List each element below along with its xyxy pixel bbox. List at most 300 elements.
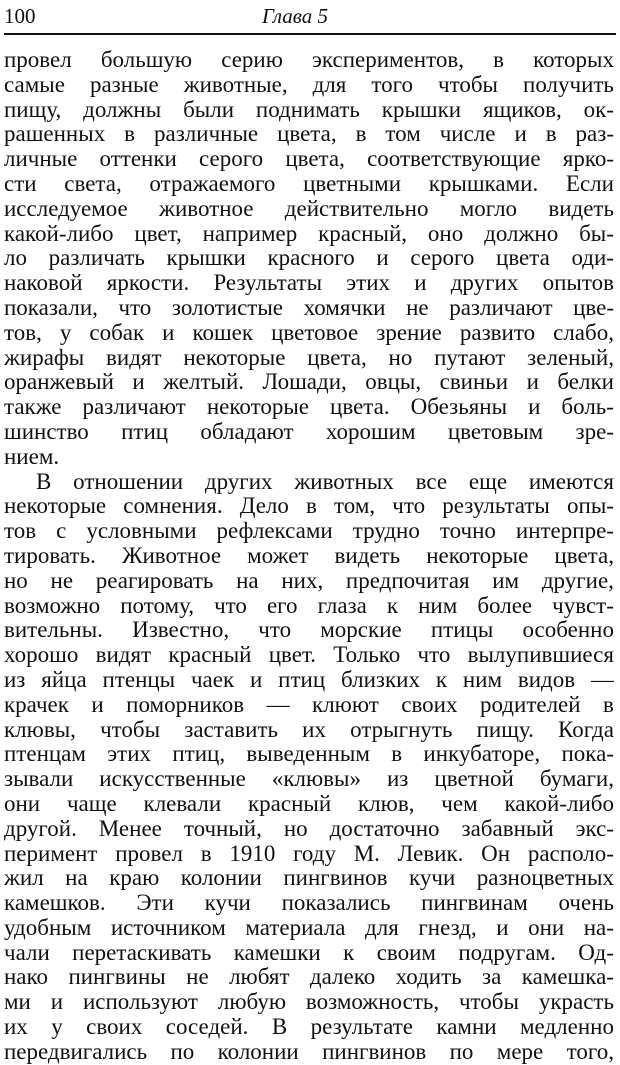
- text-line: [4, 122, 614, 147]
- word: видеть: [548, 196, 614, 221]
- word: бумаги,: [539, 767, 614, 792]
- word: птиц: [278, 667, 326, 692]
- word: птенцы: [102, 667, 176, 692]
- word: удобным: [4, 915, 92, 940]
- word: пищу,: [4, 97, 62, 122]
- text-line: [4, 246, 614, 271]
- word: что: [258, 618, 292, 643]
- word: и: [514, 122, 527, 147]
- word: колонии: [217, 1039, 299, 1064]
- text-line: [4, 941, 614, 966]
- word: подругам.: [458, 940, 556, 965]
- word: хомячки: [303, 295, 386, 320]
- word: крышками.: [428, 171, 539, 196]
- word: пингвинам: [421, 891, 528, 916]
- word: крачек: [4, 692, 69, 717]
- word: в: [603, 692, 614, 717]
- word: чали: [4, 940, 50, 965]
- word: краю: [109, 866, 160, 891]
- word: Дело: [239, 494, 289, 519]
- word: родителей: [479, 692, 581, 717]
- word: в: [200, 841, 212, 866]
- word: ок-: [583, 97, 614, 122]
- word: должно: [484, 221, 559, 246]
- word: клевали: [143, 791, 222, 816]
- word: том: [385, 122, 421, 147]
- word: не: [50, 568, 74, 593]
- word: пищу.: [476, 717, 534, 742]
- word: цвета: [496, 246, 550, 271]
- word: еще: [468, 469, 508, 494]
- word: провел: [115, 841, 183, 866]
- header-rule: [4, 33, 616, 35]
- word: яйца: [41, 667, 87, 692]
- word: особенно: [522, 618, 614, 643]
- word: шинство: [4, 419, 89, 444]
- text-line: [4, 990, 614, 1015]
- word: серию: [221, 48, 283, 72]
- word: материала: [245, 915, 346, 940]
- word: и: [50, 990, 64, 1015]
- word: собак: [89, 320, 145, 345]
- word: к: [343, 940, 355, 965]
- word: реагировать: [95, 568, 214, 593]
- word: оно: [427, 221, 464, 246]
- word: чтобы: [458, 990, 519, 1015]
- word: за: [482, 965, 502, 990]
- word: некоторые: [206, 395, 310, 420]
- word: серого: [410, 246, 475, 271]
- word: и: [496, 915, 509, 940]
- word: них,: [281, 568, 324, 593]
- word: тов: [4, 519, 37, 544]
- word: мере: [496, 1039, 544, 1064]
- word: Когда: [558, 717, 614, 742]
- text-line: [4, 222, 614, 247]
- word: 1910: [229, 841, 276, 866]
- word: тов,: [4, 320, 42, 345]
- word: пингвины: [68, 965, 166, 990]
- text-line: [4, 544, 614, 569]
- word: по: [170, 1039, 195, 1064]
- word: крышки: [166, 246, 246, 271]
- word: искусственные: [99, 767, 246, 792]
- word: имеются: [528, 469, 614, 494]
- word: Если: [565, 171, 614, 196]
- word: цветовым: [447, 419, 544, 444]
- word: на: [236, 568, 259, 593]
- word: сти: [4, 171, 37, 196]
- word: зре-: [575, 419, 614, 444]
- word: но: [4, 568, 28, 593]
- word: другие,: [541, 568, 614, 593]
- page-number: 100: [4, 4, 36, 28]
- word: могло: [459, 196, 518, 221]
- word: на: [65, 866, 88, 891]
- word: раз-: [575, 122, 614, 147]
- word: с: [56, 519, 67, 544]
- word: перетаскивать: [72, 940, 212, 965]
- word: красный: [168, 643, 252, 668]
- word: клювы,: [4, 717, 76, 742]
- word: кошек: [192, 320, 254, 345]
- word: результаты: [442, 494, 550, 519]
- word: цвет.: [268, 643, 317, 668]
- word: самые: [4, 72, 65, 97]
- word: Эти: [136, 891, 174, 916]
- word: цвета,: [554, 543, 614, 568]
- text-line: [4, 519, 614, 544]
- word: красный: [247, 791, 332, 816]
- text-line: [4, 420, 614, 445]
- text-line: [4, 48, 614, 73]
- word: близких: [340, 667, 420, 692]
- word: не: [186, 965, 209, 990]
- word: видеть: [334, 543, 401, 568]
- text-line: [4, 618, 614, 643]
- word: птиц: [121, 419, 169, 444]
- word: цвета,: [307, 345, 367, 370]
- word: из: [4, 667, 26, 692]
- word: того: [371, 72, 413, 97]
- word: и: [162, 320, 175, 345]
- word: выведенным: [246, 742, 370, 767]
- word: потому,: [120, 593, 195, 618]
- word: и: [414, 271, 427, 296]
- word: чтобы: [438, 72, 498, 97]
- word: для: [365, 915, 399, 940]
- word: ним: [462, 667, 503, 692]
- word: клюют: [312, 692, 379, 717]
- word: гнезд,: [418, 915, 477, 940]
- text-line: [4, 73, 614, 98]
- word: овцы,: [365, 370, 422, 395]
- word: опы-: [567, 494, 614, 519]
- text-line: [4, 965, 614, 990]
- word: инкубаторе,: [423, 742, 541, 767]
- word: различать: [48, 246, 145, 271]
- word: показались: [281, 891, 391, 916]
- page-header: [4, 2, 616, 32]
- word: действительно: [284, 196, 429, 221]
- word: чувст-: [552, 593, 614, 618]
- word: Животное: [121, 543, 222, 568]
- word: этих: [107, 742, 152, 767]
- text-line: [4, 594, 614, 619]
- word: Результаты: [213, 271, 323, 296]
- word: они: [4, 791, 41, 816]
- text-line: [4, 643, 614, 668]
- word: рефлексами: [216, 519, 333, 544]
- word: цвет,: [134, 221, 182, 246]
- word: но: [283, 816, 308, 841]
- text-line: [4, 445, 614, 470]
- word: из: [387, 767, 409, 792]
- word: белки: [557, 370, 614, 395]
- word: получить: [523, 72, 614, 97]
- word: украсть: [538, 990, 614, 1015]
- word: чаек: [190, 667, 235, 692]
- word: пингвинов: [283, 866, 388, 891]
- word: других: [450, 271, 519, 296]
- word: камешка-: [521, 965, 614, 990]
- text-line: [4, 147, 614, 172]
- word: у: [59, 320, 72, 345]
- word: интерпре-: [515, 519, 614, 544]
- word: слабо,: [553, 320, 614, 345]
- word: экспериментов,: [312, 48, 464, 72]
- word: Известно,: [132, 618, 230, 643]
- text-line: [4, 569, 614, 594]
- word: красный,: [318, 221, 408, 246]
- word: любую: [217, 990, 287, 1015]
- word: развито: [459, 320, 536, 345]
- word: что: [417, 643, 451, 668]
- word: отражаемого: [149, 171, 276, 196]
- word: экс-: [575, 816, 614, 841]
- word: очень: [558, 891, 614, 916]
- word: опытов: [542, 271, 614, 296]
- word: различные: [153, 122, 259, 147]
- word: тировать.: [4, 543, 96, 568]
- word: они: [528, 915, 565, 940]
- word: хорошим: [325, 419, 416, 444]
- word: —: [266, 692, 290, 717]
- word: различают: [82, 395, 186, 420]
- word: разные: [89, 72, 159, 97]
- word: М.: [353, 841, 380, 866]
- word: того,: [566, 1039, 614, 1064]
- word: пингвинов: [322, 1039, 427, 1064]
- word: медленно: [520, 1015, 614, 1040]
- word: цве-: [573, 295, 614, 320]
- word: например: [202, 221, 298, 246]
- word: по: [449, 1039, 474, 1064]
- word: цвета,: [285, 147, 345, 172]
- text-line: [4, 197, 614, 222]
- text-line: [4, 916, 614, 941]
- word: для: [312, 72, 347, 97]
- word: оттенки: [99, 147, 177, 172]
- word: их: [4, 1015, 28, 1040]
- word: и: [250, 667, 263, 692]
- word: пока-: [561, 742, 614, 767]
- word: чтобы: [100, 717, 161, 742]
- text-line: [4, 1015, 614, 1040]
- text-line: [4, 494, 614, 519]
- text-line: [4, 891, 614, 916]
- word: и: [132, 370, 145, 395]
- word: камешков.: [4, 891, 106, 916]
- text-line: [4, 271, 614, 296]
- word: другой.: [4, 816, 77, 841]
- word: камешки: [233, 940, 321, 965]
- word: были: [183, 97, 235, 122]
- text-line: [4, 470, 614, 495]
- word: не: [406, 295, 429, 320]
- word: к: [386, 593, 399, 618]
- word: Обезьяны: [410, 395, 508, 420]
- word: оранжевый: [4, 370, 114, 395]
- word: ло: [4, 246, 27, 271]
- word: В: [271, 1015, 288, 1040]
- word: которых: [533, 48, 614, 72]
- word: что: [392, 494, 426, 519]
- word: наковой: [4, 271, 83, 296]
- word: яркости.: [106, 271, 190, 296]
- word: птенцам: [4, 742, 86, 767]
- word: точно: [439, 519, 496, 544]
- word: и: [526, 370, 539, 395]
- word: показали,: [4, 295, 98, 320]
- text-line: [4, 172, 614, 197]
- word: своим: [376, 940, 436, 965]
- word: предпочитая: [345, 568, 470, 593]
- word: кучи: [204, 891, 251, 916]
- word: году: [293, 841, 336, 866]
- text-line: [4, 98, 614, 123]
- word: его: [266, 593, 298, 618]
- word: крышки: [381, 97, 462, 122]
- word: но: [388, 345, 413, 370]
- word: Лошади,: [262, 370, 347, 395]
- word: вылупившиеся: [467, 643, 614, 668]
- word: достаточно: [329, 816, 440, 841]
- body-text: [4, 48, 614, 1065]
- word: чаще: [66, 791, 117, 816]
- word: некоторые: [183, 345, 286, 370]
- word: возможность,: [305, 990, 440, 1015]
- word: соответствующие: [367, 147, 541, 172]
- text-line: [4, 817, 614, 842]
- word: Менее: [98, 816, 162, 841]
- text-line: [4, 767, 614, 792]
- word: —: [590, 667, 614, 692]
- word: в: [306, 494, 317, 519]
- word: обладают: [200, 419, 294, 444]
- word: боль-: [561, 395, 614, 420]
- word: серого: [199, 147, 264, 172]
- word: провел: [4, 48, 72, 72]
- word: своих: [86, 1015, 143, 1040]
- word: используют: [82, 990, 198, 1015]
- word: Он: [481, 841, 511, 866]
- word: сомнения.: [123, 494, 223, 519]
- word: у: [51, 1015, 63, 1040]
- word: видов: [517, 667, 576, 692]
- word: клюв,: [358, 791, 415, 816]
- word: животные,: [183, 72, 288, 97]
- word: какой-либо: [504, 791, 614, 816]
- word: все: [415, 469, 448, 494]
- word: отрыгнуть: [350, 717, 453, 742]
- word: может: [247, 543, 309, 568]
- word: других: [204, 469, 273, 494]
- word: к: [435, 667, 447, 692]
- word: на-: [583, 915, 614, 940]
- word: перимент: [4, 841, 98, 866]
- word: их: [302, 717, 326, 742]
- word: животных: [294, 469, 394, 494]
- text-line: [4, 321, 614, 346]
- word: различают: [449, 295, 553, 320]
- word: желтый.: [163, 370, 245, 395]
- word: вительны.: [4, 618, 103, 643]
- text-line: [4, 1040, 614, 1065]
- text-line: [4, 842, 614, 867]
- word: и: [91, 692, 104, 717]
- word: ним: [418, 593, 458, 618]
- word: зывали: [4, 767, 74, 792]
- word: некоторые: [4, 494, 107, 519]
- word: ходить: [395, 965, 462, 990]
- word: морские: [320, 618, 402, 643]
- word: красного: [267, 246, 355, 271]
- word: в: [391, 742, 403, 767]
- word: нако: [4, 965, 49, 990]
- word: птицы: [430, 618, 494, 643]
- word: света,: [64, 171, 122, 196]
- word: цвета.: [330, 395, 390, 420]
- word: личные: [4, 147, 78, 172]
- word: цветными: [303, 171, 402, 196]
- word: бы-: [579, 221, 614, 246]
- word: более: [477, 593, 533, 618]
- word: хорошо: [4, 643, 79, 668]
- word: точный,: [183, 816, 262, 841]
- word: ярко-: [562, 147, 614, 172]
- word: птиц,: [172, 742, 226, 767]
- word: свиньи: [439, 370, 509, 395]
- text-line: [4, 395, 614, 420]
- word: «клювы»: [271, 767, 361, 792]
- word: разноцветных: [476, 866, 614, 891]
- word: исследуемое: [4, 196, 128, 221]
- word: зрение: [376, 320, 442, 345]
- word: этих: [346, 271, 390, 296]
- word: Левик.: [397, 841, 464, 866]
- word: возможно: [4, 593, 101, 618]
- word: в: [493, 48, 504, 72]
- word: какой-либо: [4, 221, 114, 246]
- word: своих: [401, 692, 458, 717]
- word: располо-: [527, 841, 614, 866]
- word: некоторые: [426, 543, 529, 568]
- word: глаза: [317, 593, 367, 618]
- text-line: [4, 370, 614, 395]
- word: в: [355, 122, 367, 147]
- word: результате: [310, 1015, 413, 1040]
- word: нием.: [4, 444, 60, 469]
- word: поморников: [126, 692, 245, 717]
- word: камни: [436, 1015, 497, 1040]
- word: цвета,: [277, 122, 337, 147]
- text-line: [4, 693, 614, 718]
- word: любят: [229, 965, 290, 990]
- word: видят: [95, 643, 152, 668]
- text-line: [4, 792, 614, 817]
- text-line: [4, 346, 614, 371]
- word: заставить: [184, 717, 278, 742]
- word: зеленый,: [527, 345, 614, 370]
- word: и: [376, 246, 389, 271]
- word: забавный: [461, 816, 554, 841]
- word: трудно: [352, 519, 420, 544]
- word: В: [36, 469, 52, 494]
- word: передвигались: [4, 1039, 148, 1064]
- text-line: [4, 296, 614, 321]
- word: видят: [106, 345, 162, 370]
